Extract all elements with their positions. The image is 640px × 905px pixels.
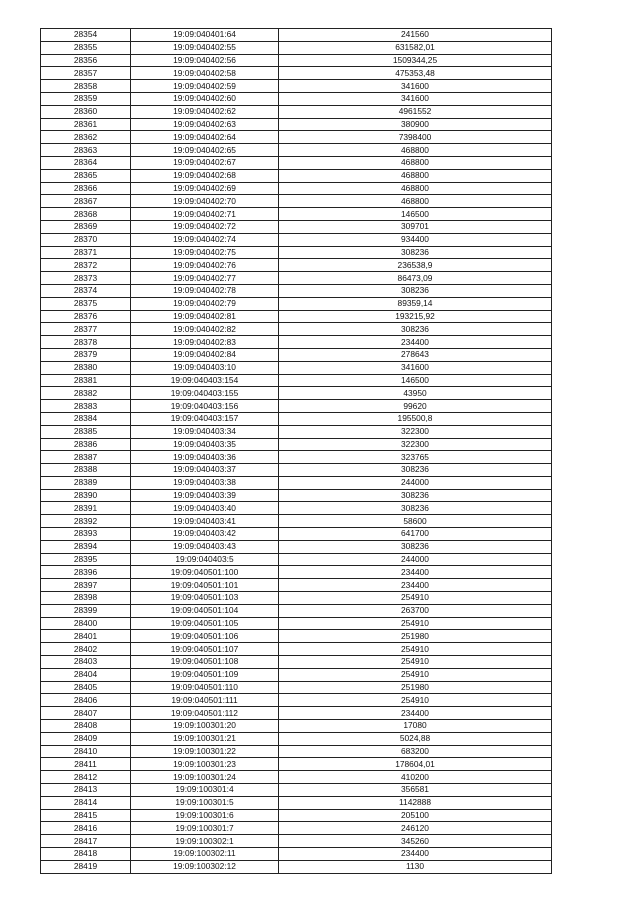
row-number-cell: 28358	[41, 80, 131, 93]
value-cell: 934400	[279, 233, 552, 246]
value-cell: 246120	[279, 822, 552, 835]
table-row	[41, 131, 552, 144]
value-cell: 278643	[279, 348, 552, 361]
table-row	[41, 860, 552, 873]
table-row	[41, 259, 552, 272]
value-cell: 7398400	[279, 131, 552, 144]
value-cell: 254910	[279, 643, 552, 656]
row-number-cell: 28396	[41, 566, 131, 579]
value-cell: 468800	[279, 156, 552, 169]
value-cell: 468800	[279, 169, 552, 182]
value-cell: 58600	[279, 515, 552, 528]
table-row	[41, 29, 552, 42]
cadastral-number-cell: 19:09:100301:23	[131, 758, 279, 771]
row-number-cell: 28362	[41, 131, 131, 144]
table-row	[41, 169, 552, 182]
cadastral-number-cell: 19:09:100301:5	[131, 796, 279, 809]
cadastral-number-cell: 19:09:040501:111	[131, 694, 279, 707]
table-row	[41, 681, 552, 694]
cadastral-number-cell: 19:09:040402:70	[131, 195, 279, 208]
value-cell: 244000	[279, 553, 552, 566]
cadastral-number-cell: 19:09:100301:7	[131, 822, 279, 835]
value-cell: 89359,14	[279, 297, 552, 310]
row-number-cell: 28395	[41, 553, 131, 566]
cadastral-number-cell: 19:09:040403:10	[131, 361, 279, 374]
row-number-cell: 28356	[41, 54, 131, 67]
row-number-cell: 28372	[41, 259, 131, 272]
cadastral-number-cell: 19:09:040403:5	[131, 553, 279, 566]
cadastral-number-cell: 19:09:040403:157	[131, 412, 279, 425]
row-number-cell: 28398	[41, 592, 131, 605]
table-row	[41, 220, 552, 233]
table-row	[41, 528, 552, 541]
table-row	[41, 41, 552, 54]
cadastral-number-cell: 19:09:040402:56	[131, 54, 279, 67]
table-row	[41, 656, 552, 669]
row-number-cell: 28409	[41, 732, 131, 745]
row-number-cell: 28378	[41, 336, 131, 349]
value-cell: 322300	[279, 425, 552, 438]
table-row	[41, 118, 552, 131]
row-number-cell: 28411	[41, 758, 131, 771]
value-cell: 234400	[279, 848, 552, 861]
document-page	[40, 28, 551, 874]
row-number-cell: 28383	[41, 400, 131, 413]
value-cell: 1142888	[279, 796, 552, 809]
cadastral-number-cell: 19:09:040402:67	[131, 156, 279, 169]
table-row	[41, 553, 552, 566]
cadastral-number-cell: 19:09:040402:63	[131, 118, 279, 131]
row-number-cell: 28412	[41, 771, 131, 784]
cadastral-number-cell: 19:09:040402:68	[131, 169, 279, 182]
row-number-cell: 28403	[41, 656, 131, 669]
value-cell: 308236	[279, 540, 552, 553]
cadastral-number-cell: 19:09:040501:108	[131, 656, 279, 669]
cadastral-number-cell: 19:09:040403:36	[131, 451, 279, 464]
row-number-cell: 28399	[41, 604, 131, 617]
table-row	[41, 720, 552, 733]
table-row	[41, 387, 552, 400]
row-number-cell: 28368	[41, 208, 131, 221]
cadastral-number-cell: 19:09:100301:24	[131, 771, 279, 784]
row-number-cell: 28375	[41, 297, 131, 310]
row-number-cell: 28417	[41, 835, 131, 848]
table-row	[41, 694, 552, 707]
value-cell: 308236	[279, 246, 552, 259]
row-number-cell: 28404	[41, 668, 131, 681]
table-row	[41, 310, 552, 323]
table-row	[41, 92, 552, 105]
table-row	[41, 643, 552, 656]
value-cell: 254910	[279, 656, 552, 669]
cadastral-number-cell: 19:09:040402:82	[131, 323, 279, 336]
row-number-cell: 28361	[41, 118, 131, 131]
table-row	[41, 67, 552, 80]
cadastral-number-cell: 19:09:040403:41	[131, 515, 279, 528]
table-row	[41, 668, 552, 681]
cadastral-number-cell: 19:09:040501:100	[131, 566, 279, 579]
value-cell: 234400	[279, 579, 552, 592]
cadastral-number-cell: 19:09:040501:103	[131, 592, 279, 605]
table-row	[41, 374, 552, 387]
table-row	[41, 579, 552, 592]
row-number-cell: 28385	[41, 425, 131, 438]
cadastral-number-cell: 19:09:040501:109	[131, 668, 279, 681]
row-number-cell: 28359	[41, 92, 131, 105]
cadastral-number-cell: 19:09:040402:69	[131, 182, 279, 195]
value-cell: 341600	[279, 80, 552, 93]
cadastral-number-cell: 19:09:040401:64	[131, 29, 279, 42]
table-row	[41, 195, 552, 208]
cadastral-number-cell: 19:09:040402:84	[131, 348, 279, 361]
row-number-cell: 28357	[41, 67, 131, 80]
row-number-cell: 28390	[41, 489, 131, 502]
value-cell: 234400	[279, 336, 552, 349]
cadastral-number-cell: 19:09:040402:60	[131, 92, 279, 105]
table-row	[41, 400, 552, 413]
table-row	[41, 412, 552, 425]
value-cell: 341600	[279, 92, 552, 105]
value-cell: 308236	[279, 464, 552, 477]
value-cell: 263700	[279, 604, 552, 617]
value-cell: 308236	[279, 502, 552, 515]
cadastral-number-cell: 19:09:040402:62	[131, 105, 279, 118]
table-row	[41, 732, 552, 745]
cadastral-number-cell: 19:09:100301:22	[131, 745, 279, 758]
table-row	[41, 182, 552, 195]
cadastral-number-cell: 19:09:040403:156	[131, 400, 279, 413]
cadastral-number-cell: 19:09:100302:1	[131, 835, 279, 848]
value-cell: 234400	[279, 566, 552, 579]
table-row	[41, 822, 552, 835]
row-number-cell: 28401	[41, 630, 131, 643]
value-cell: 631582,01	[279, 41, 552, 54]
cadastral-number-cell: 19:09:040403:34	[131, 425, 279, 438]
cadastral-number-cell: 19:09:040501:106	[131, 630, 279, 643]
table-row	[41, 835, 552, 848]
table-row	[41, 272, 552, 285]
table-row	[41, 809, 552, 822]
cadastral-value-table	[40, 28, 552, 874]
value-cell: 254910	[279, 668, 552, 681]
cadastral-number-cell: 19:09:040403:43	[131, 540, 279, 553]
table-row	[41, 156, 552, 169]
table-row	[41, 566, 552, 579]
row-number-cell: 28355	[41, 41, 131, 54]
row-number-cell: 28354	[41, 29, 131, 42]
value-cell: 86473,09	[279, 272, 552, 285]
table-row	[41, 540, 552, 553]
cadastral-number-cell: 19:09:040403:38	[131, 476, 279, 489]
value-cell: 251980	[279, 630, 552, 643]
row-number-cell: 28394	[41, 540, 131, 553]
cadastral-number-cell: 19:09:100301:20	[131, 720, 279, 733]
row-number-cell: 28407	[41, 707, 131, 720]
row-number-cell: 28418	[41, 848, 131, 861]
table-row	[41, 476, 552, 489]
row-number-cell: 28374	[41, 284, 131, 297]
row-number-cell: 28367	[41, 195, 131, 208]
table-row	[41, 464, 552, 477]
cadastral-number-cell: 19:09:040402:83	[131, 336, 279, 349]
cadastral-number-cell: 19:09:040403:39	[131, 489, 279, 502]
table-row	[41, 348, 552, 361]
row-number-cell: 28410	[41, 745, 131, 758]
table-row	[41, 617, 552, 630]
row-number-cell: 28397	[41, 579, 131, 592]
row-number-cell: 28382	[41, 387, 131, 400]
value-cell: 475353,48	[279, 67, 552, 80]
cadastral-number-cell: 19:09:040402:65	[131, 144, 279, 157]
value-cell: 683200	[279, 745, 552, 758]
value-cell: 468800	[279, 195, 552, 208]
table-row	[41, 745, 552, 758]
table-row	[41, 80, 552, 93]
cadastral-number-cell: 19:09:100301:4	[131, 784, 279, 797]
row-number-cell: 28377	[41, 323, 131, 336]
cadastral-number-cell: 19:09:040402:59	[131, 80, 279, 93]
cadastral-number-cell: 19:09:100302:12	[131, 860, 279, 873]
row-number-cell: 28386	[41, 438, 131, 451]
table-row	[41, 630, 552, 643]
value-cell: 254910	[279, 592, 552, 605]
value-cell: 244000	[279, 476, 552, 489]
table-row	[41, 425, 552, 438]
table-row	[41, 323, 552, 336]
value-cell: 308236	[279, 323, 552, 336]
table-row	[41, 848, 552, 861]
table-row	[41, 246, 552, 259]
value-cell: 4961552	[279, 105, 552, 118]
row-number-cell: 28406	[41, 694, 131, 707]
row-number-cell: 28379	[41, 348, 131, 361]
cadastral-number-cell: 19:09:040402:58	[131, 67, 279, 80]
row-number-cell: 28384	[41, 412, 131, 425]
value-cell: 641700	[279, 528, 552, 541]
value-cell: 146500	[279, 374, 552, 387]
value-cell: 254910	[279, 617, 552, 630]
row-number-cell: 28387	[41, 451, 131, 464]
row-number-cell: 28391	[41, 502, 131, 515]
table-row	[41, 707, 552, 720]
row-number-cell: 28360	[41, 105, 131, 118]
value-cell: 468800	[279, 144, 552, 157]
table-row	[41, 284, 552, 297]
table-row	[41, 758, 552, 771]
row-number-cell: 28370	[41, 233, 131, 246]
row-number-cell: 28416	[41, 822, 131, 835]
row-number-cell: 28393	[41, 528, 131, 541]
cadastral-number-cell: 19:09:040501:101	[131, 579, 279, 592]
value-cell: 99620	[279, 400, 552, 413]
cadastral-number-cell: 19:09:100302:11	[131, 848, 279, 861]
cadastral-number-cell: 19:09:040402:74	[131, 233, 279, 246]
cadastral-number-cell: 19:09:040402:71	[131, 208, 279, 221]
value-cell: 323765	[279, 451, 552, 464]
cadastral-number-cell: 19:09:040402:77	[131, 272, 279, 285]
value-cell: 236538,9	[279, 259, 552, 272]
row-number-cell: 28400	[41, 617, 131, 630]
row-number-cell: 28363	[41, 144, 131, 157]
cadastral-number-cell: 19:09:040501:112	[131, 707, 279, 720]
value-cell: 341600	[279, 361, 552, 374]
row-number-cell: 28365	[41, 169, 131, 182]
cadastral-number-cell: 19:09:040402:75	[131, 246, 279, 259]
cadastral-number-cell: 19:09:040403:155	[131, 387, 279, 400]
cadastral-number-cell: 19:09:040402:55	[131, 41, 279, 54]
value-cell: 322300	[279, 438, 552, 451]
row-number-cell: 28389	[41, 476, 131, 489]
table-row	[41, 361, 552, 374]
table-row	[41, 233, 552, 246]
value-cell: 356581	[279, 784, 552, 797]
table-row	[41, 144, 552, 157]
row-number-cell: 28366	[41, 182, 131, 195]
table-row	[41, 592, 552, 605]
cadastral-number-cell: 19:09:040501:104	[131, 604, 279, 617]
value-cell: 178604,01	[279, 758, 552, 771]
row-number-cell: 28419	[41, 860, 131, 873]
row-number-cell: 28380	[41, 361, 131, 374]
cadastral-number-cell: 19:09:100301:6	[131, 809, 279, 822]
value-cell: 205100	[279, 809, 552, 822]
row-number-cell: 28388	[41, 464, 131, 477]
table-row	[41, 336, 552, 349]
cadastral-number-cell: 19:09:040403:35	[131, 438, 279, 451]
cadastral-number-cell: 19:09:040403:154	[131, 374, 279, 387]
row-number-cell: 28373	[41, 272, 131, 285]
value-cell: 345260	[279, 835, 552, 848]
value-cell: 251980	[279, 681, 552, 694]
value-cell: 308236	[279, 284, 552, 297]
table-row	[41, 208, 552, 221]
row-number-cell: 28376	[41, 310, 131, 323]
value-cell: 195500,8	[279, 412, 552, 425]
cadastral-number-cell: 19:09:040402:72	[131, 220, 279, 233]
table-row	[41, 502, 552, 515]
value-cell: 1509344,25	[279, 54, 552, 67]
row-number-cell: 28405	[41, 681, 131, 694]
value-cell: 468800	[279, 182, 552, 195]
cadastral-number-cell: 19:09:040402:79	[131, 297, 279, 310]
value-cell: 1130	[279, 860, 552, 873]
row-number-cell: 28364	[41, 156, 131, 169]
table-row	[41, 297, 552, 310]
row-number-cell: 28408	[41, 720, 131, 733]
value-cell: 308236	[279, 489, 552, 502]
cadastral-number-cell: 19:09:040501:107	[131, 643, 279, 656]
row-number-cell: 28402	[41, 643, 131, 656]
cadastral-number-cell: 19:09:040501:105	[131, 617, 279, 630]
table-row	[41, 438, 552, 451]
table-body	[41, 29, 552, 874]
row-number-cell: 28369	[41, 220, 131, 233]
cadastral-number-cell: 19:09:040402:81	[131, 310, 279, 323]
value-cell: 380900	[279, 118, 552, 131]
cadastral-number-cell: 19:09:040403:42	[131, 528, 279, 541]
row-number-cell: 28414	[41, 796, 131, 809]
cadastral-number-cell: 19:09:040403:40	[131, 502, 279, 515]
row-number-cell: 28371	[41, 246, 131, 259]
cadastral-number-cell: 19:09:040501:110	[131, 681, 279, 694]
cadastral-number-cell: 19:09:040403:37	[131, 464, 279, 477]
value-cell: 17080	[279, 720, 552, 733]
value-cell: 234400	[279, 707, 552, 720]
cadastral-number-cell: 19:09:040402:78	[131, 284, 279, 297]
value-cell: 146500	[279, 208, 552, 221]
value-cell: 410200	[279, 771, 552, 784]
row-number-cell: 28392	[41, 515, 131, 528]
cadastral-number-cell: 19:09:040402:64	[131, 131, 279, 144]
table-row	[41, 771, 552, 784]
table-row	[41, 105, 552, 118]
value-cell: 309701	[279, 220, 552, 233]
row-number-cell: 28415	[41, 809, 131, 822]
row-number-cell: 28413	[41, 784, 131, 797]
cadastral-number-cell: 19:09:100301:21	[131, 732, 279, 745]
table-row	[41, 54, 552, 67]
table-row	[41, 604, 552, 617]
row-number-cell: 28381	[41, 374, 131, 387]
table-row	[41, 451, 552, 464]
cadastral-number-cell: 19:09:040402:76	[131, 259, 279, 272]
table-row	[41, 515, 552, 528]
value-cell: 254910	[279, 694, 552, 707]
table-row	[41, 796, 552, 809]
table-row	[41, 489, 552, 502]
value-cell: 193215,92	[279, 310, 552, 323]
value-cell: 43950	[279, 387, 552, 400]
table-row	[41, 784, 552, 797]
value-cell: 241560	[279, 29, 552, 42]
value-cell: 5024,88	[279, 732, 552, 745]
